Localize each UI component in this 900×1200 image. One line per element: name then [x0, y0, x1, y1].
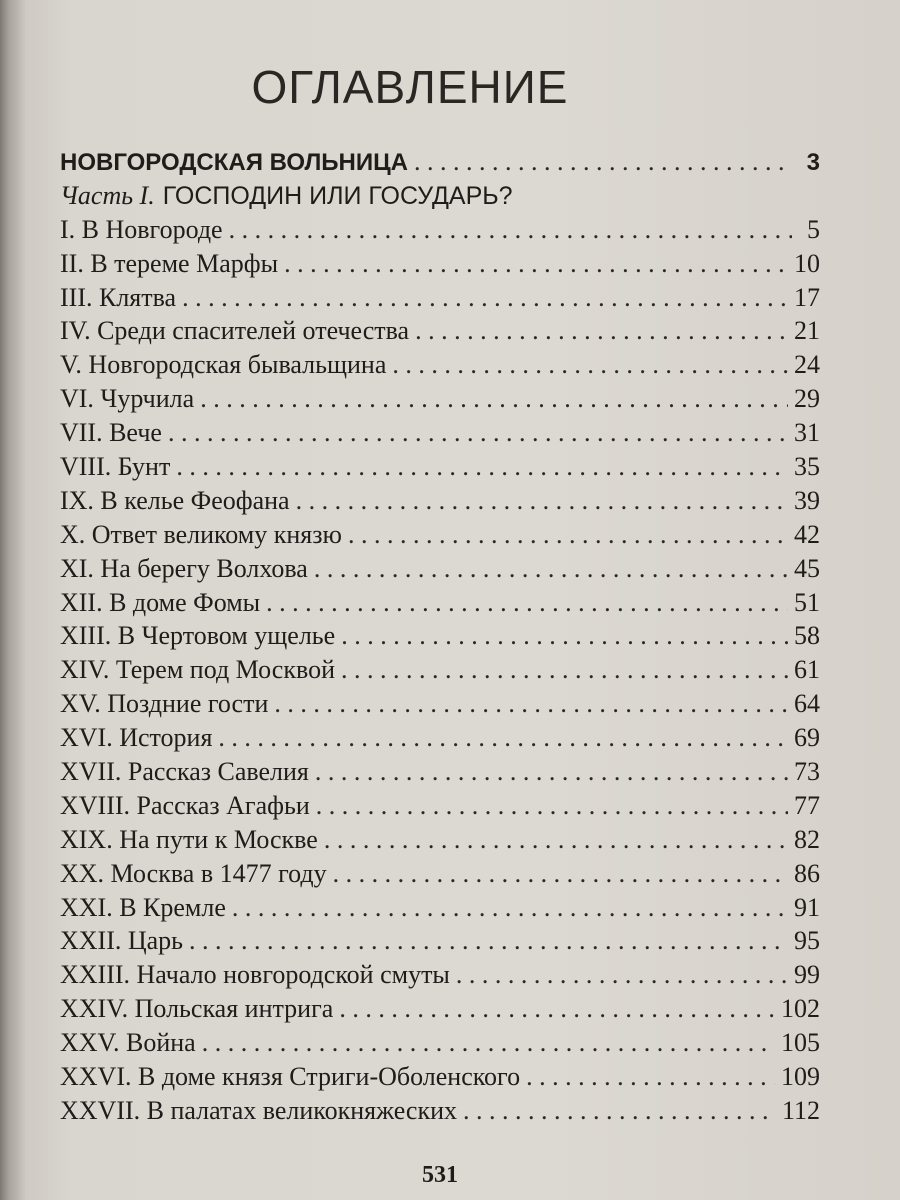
toc-leader-dots	[284, 247, 788, 281]
toc-chapter-entry	[60, 1094, 820, 1128]
toc-part-title: ГОСПОДИН ИЛИ ГОСУДАРЬ?	[162, 181, 513, 210]
toc-chapter-page: 58	[794, 621, 820, 651]
toc-chapter-entry	[60, 619, 820, 653]
toc-leader-dots	[392, 348, 788, 382]
toc-chapter-page: 51	[794, 587, 820, 617]
page-title: ОГЛАВЛЕНИЕ	[251, 61, 569, 113]
toc-chapter-page: 39	[794, 485, 820, 515]
toc-leader-dots	[229, 213, 792, 247]
toc-chapter-entry	[60, 924, 820, 958]
toc-chapter-entry	[60, 789, 820, 823]
toc-chapter-entry	[60, 484, 820, 518]
toc-chapter-page: 21	[794, 316, 820, 346]
toc-chapter-label: XXII. Царь	[60, 926, 184, 956]
toc-chapter-entry	[60, 518, 820, 552]
toc-chapter-page: 35	[794, 452, 820, 482]
toc-section-label: НОВГОРОДСКАЯ ВОЛЬНИЦА	[60, 149, 408, 176]
toc-chapter-page: 45	[794, 553, 820, 583]
toc-leader-dots	[266, 586, 788, 620]
toc-chapter-page: 95	[794, 926, 820, 956]
toc-leader-dots	[182, 281, 788, 315]
toc-chapter-label: III. Клятва	[60, 282, 177, 312]
toc-leader-dots	[232, 891, 788, 925]
toc-chapter-label: XVIII. Рассказ Агафьи	[60, 790, 310, 820]
toc-chapter-page: 82	[794, 824, 820, 854]
toc-chapter-entry	[60, 653, 820, 687]
toc-chapter-page: 69	[794, 723, 820, 753]
toc-chapter-label: XIX. На пути к Москве	[60, 824, 318, 854]
toc-chapter-entry	[60, 755, 820, 789]
toc-chapter-label: IX. В келье Феофана	[60, 485, 290, 515]
toc-chapter-label: VII. Вече	[60, 418, 162, 448]
toc-leader-dots	[526, 1060, 775, 1094]
toc-chapter-entry	[60, 992, 820, 1026]
toc-leader-dots	[274, 687, 788, 721]
toc-chapter-entry	[60, 450, 820, 484]
toc-chapter-page: 91	[794, 892, 820, 922]
toc-leader-dots	[316, 789, 788, 823]
toc-chapter-entry	[60, 281, 820, 315]
toc-leader-dots	[415, 314, 788, 348]
toc-section-page: 3	[806, 149, 820, 176]
toc-leader-dots	[202, 1026, 775, 1060]
toc-chapter-page: 31	[794, 418, 820, 448]
toc-chapter-label: XI. На берегу Волхова	[60, 553, 308, 583]
toc-chapter-page: 109	[781, 1062, 820, 1092]
toc-chapter-label: V. Новгородская бывальщина	[60, 350, 387, 380]
toc-leader-dots	[315, 755, 788, 789]
toc-leader-dots	[176, 450, 788, 484]
toc-chapter-entry	[60, 958, 820, 992]
toc-chapter-label: XIV. Терем под Москвой	[60, 655, 335, 685]
toc-leader-dots	[168, 416, 788, 450]
toc-leader-dots	[333, 857, 788, 891]
toc-chapter-page: 61	[794, 655, 820, 685]
toc-section-entry	[60, 145, 820, 179]
toc-chapter-page: 105	[781, 1028, 820, 1058]
toc-chapter-page: 24	[794, 350, 820, 380]
toc-leader-dots	[341, 653, 788, 687]
toc-leader-dots	[414, 145, 792, 179]
table-of-contents	[60, 145, 820, 1128]
toc-leader-dots	[348, 518, 788, 552]
toc-chapter-entry	[60, 382, 820, 416]
toc-leader-dots	[200, 382, 788, 416]
toc-chapter-label: XXV. Война	[60, 1028, 196, 1058]
toc-chapter-entry	[60, 348, 820, 382]
toc-chapter-page: 102	[781, 994, 820, 1024]
toc-chapter-label: XIII. В Чертовом ущелье	[60, 621, 336, 651]
toc-leader-dots	[456, 958, 788, 992]
toc-chapter-entry	[60, 857, 820, 891]
toc-chapter-page: 64	[794, 689, 820, 719]
toc-chapter-entry	[60, 1060, 820, 1094]
toc-chapter-page: 42	[794, 519, 820, 549]
binding-gutter-shadow	[0, 0, 26, 1200]
toc-chapter-label: IV. Среди спасителей отечества	[60, 316, 410, 346]
toc-chapter-label: XVI. История	[60, 723, 213, 753]
toc-chapter-entry	[60, 687, 820, 721]
toc-chapter-page: 29	[794, 384, 820, 414]
toc-chapter-label: XXI. В Кремле	[60, 892, 226, 922]
toc-chapter-page: 77	[794, 790, 820, 820]
toc-leader-dots	[314, 552, 788, 586]
toc-chapter-page: 86	[794, 858, 820, 888]
toc-part-prefix: Часть I.	[60, 180, 155, 210]
toc-chapter-page: 17	[794, 282, 820, 312]
toc-chapter-entry	[60, 586, 820, 620]
toc-chapter-entry	[60, 721, 820, 755]
toc-leader-dots	[218, 721, 788, 755]
toc-leader-dots	[463, 1094, 776, 1128]
toc-leader-dots	[324, 823, 788, 857]
toc-chapter-label: XXIV. Польская интрига	[60, 994, 334, 1024]
toc-leader-dots	[341, 619, 788, 653]
toc-chapter-entry	[60, 416, 820, 450]
toc-leader-dots	[296, 484, 788, 518]
toc-chapter-label: XVII. Рассказ Савелия	[60, 757, 309, 787]
toc-chapter-label: I. В Новгороде	[60, 214, 223, 244]
toc-chapter-label: XXVI. В доме князя Стриги-Оболенского	[60, 1062, 521, 1092]
toc-chapter-entry	[60, 314, 820, 348]
toc-chapter-label: XXIII. Начало новгородской смуты	[60, 960, 450, 990]
toc-chapter-entry	[60, 247, 820, 281]
toc-chapter-page: 5	[807, 214, 820, 244]
toc-chapter-entry	[60, 213, 820, 247]
toc-leader-dots	[189, 924, 788, 958]
toc-part-heading	[60, 179, 820, 213]
toc-chapter-page: 73	[794, 757, 820, 787]
toc-chapter-label: X. Ответ великому князю	[60, 519, 342, 549]
toc-chapter-entry	[60, 823, 820, 857]
toc-chapter-label: XXVII. В палатах великокняжеских	[60, 1095, 457, 1125]
toc-leader-dots	[339, 992, 775, 1026]
toc-chapter-label: XX. Москва в 1477 году	[60, 858, 327, 888]
toc-chapter-label: XV. Поздние гости	[60, 689, 269, 719]
toc-chapter-entry	[60, 1026, 820, 1060]
toc-chapter-page: 99	[794, 960, 820, 990]
toc-chapter-entry	[60, 552, 820, 586]
toc-chapter-label: II. В тереме Марфы	[60, 248, 279, 278]
toc-chapter-page: 10	[794, 248, 820, 278]
toc-chapter-label: XII. В доме Фомы	[60, 587, 261, 617]
toc-chapter-label: VIII. Бунт	[60, 452, 171, 482]
toc-chapter-entry	[60, 891, 820, 925]
page-number: 531	[422, 1162, 458, 1188]
toc-chapter-label: VI. Чурчила	[60, 384, 195, 414]
toc-chapter-page: 112	[781, 1095, 820, 1125]
